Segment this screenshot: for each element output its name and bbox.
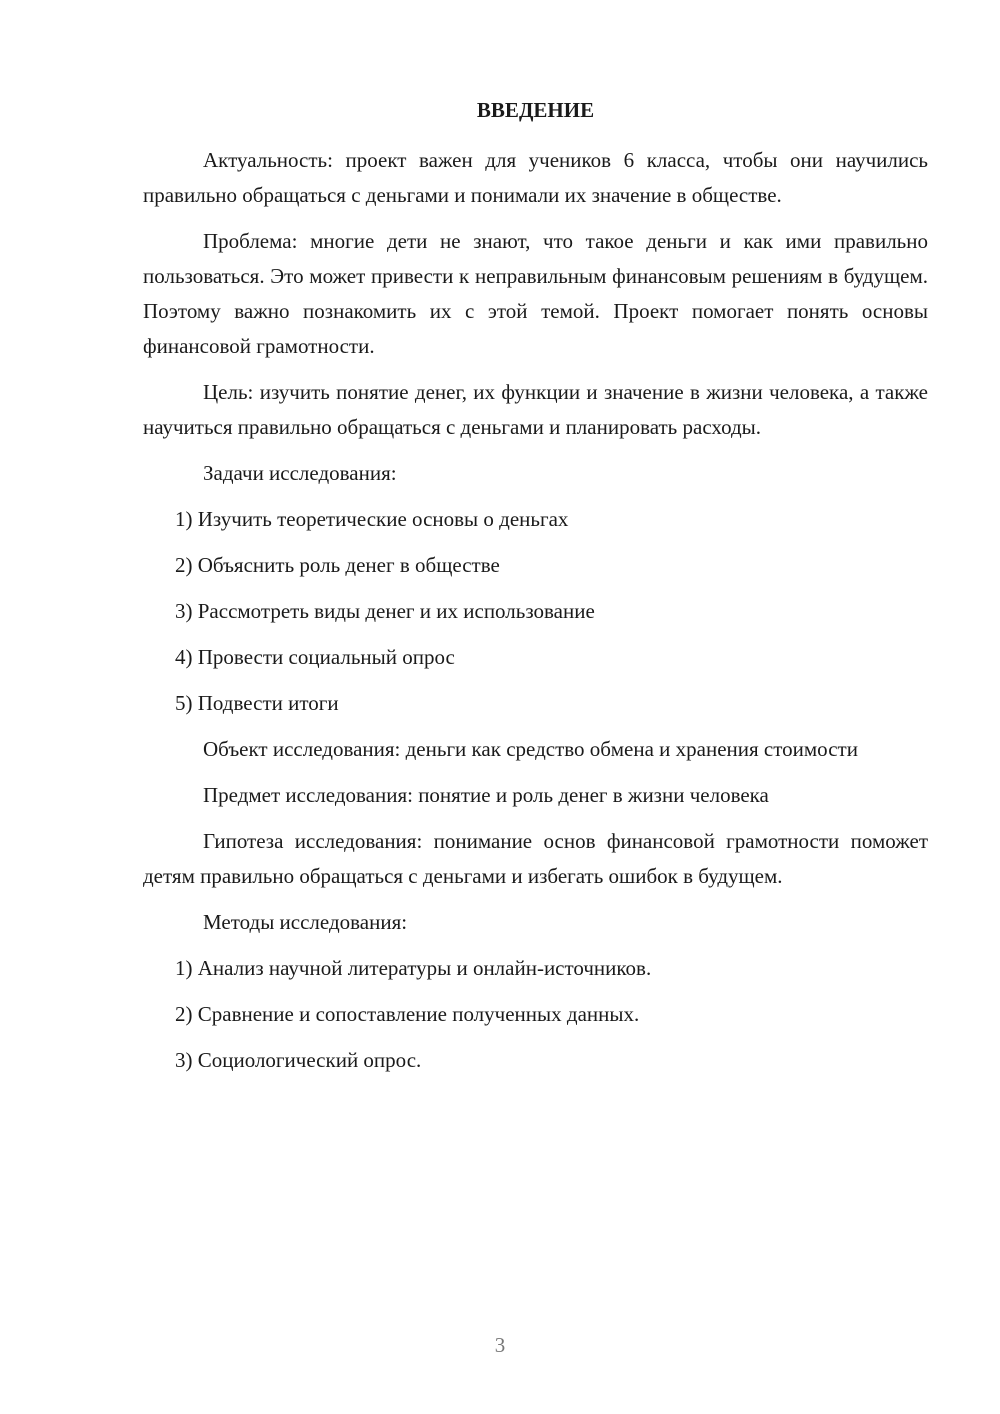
method-item: 2) Сравнение и сопоставление полученных данных. — [175, 1002, 640, 1026]
page-number: 3 — [494, 1333, 506, 1357]
tasks-list — [143, 502, 928, 721]
problem-paragraph: Проблема: многие дети не знают, что такое деньги и как ими правильно пользоваться. Это может привести к неправильным финансовым решениям в будущем. Поэтому важно познакомить их с этой темой. Проект помогает понять основы финансовой грамотности. — [143, 229, 928, 358]
task-item: 5) Подвести итоги — [175, 691, 339, 715]
hypothesis-paragraph: Гипотеза исследования: понимание основ финансовой грамотности поможет детям правильно обращаться с деньгами и избегать ошибок в будущем. — [143, 829, 928, 888]
task-item: 1) Изучить теоретические основы о деньгах — [175, 507, 569, 531]
document-page — [143, 95, 928, 1089]
task-item: 2) Объяснить роль денег в обществе — [175, 553, 500, 577]
goal-paragraph: Цель: изучить понятие денег, их функции и значение в жизни человека, а также научиться правильно обращаться с деньгами и планировать расходы. — [143, 380, 928, 439]
task-item: 3) Рассмотреть виды денег и их использование — [175, 599, 595, 623]
method-item: 1) Анализ научной литературы и онлайн-источников. — [175, 956, 652, 980]
method-item: 3) Социологический опрос. — [175, 1048, 422, 1072]
tasks-heading: Задачи исследования: — [203, 461, 397, 485]
methods-heading: Методы исследования: — [203, 910, 408, 934]
subject-paragraph: Предмет исследования: понятие и роль денег в жизни человека — [203, 783, 769, 807]
page-title: ВВЕДЕНИЕ — [476, 98, 595, 122]
object-paragraph: Объект исследования: деньги как средство обмена и хранения стоимости — [203, 737, 858, 761]
task-item: 4) Провести социальный опрос — [175, 645, 455, 669]
methods-list — [143, 951, 928, 1078]
relevance-paragraph: Актуальность: проект важен для учеников 6 класса, чтобы они научились правильно обращаться с деньгами и понимали их значение в обществе. — [143, 148, 928, 207]
